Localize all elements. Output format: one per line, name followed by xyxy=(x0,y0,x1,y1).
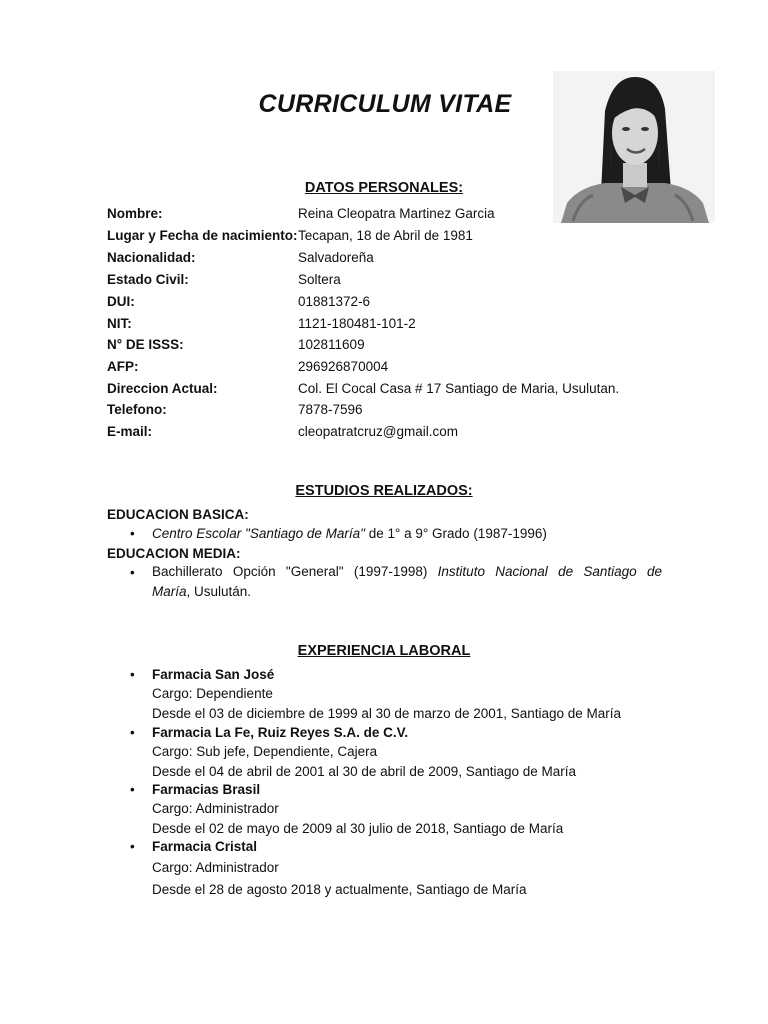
field-value: Tecapan, 18 de Abril de 1981 xyxy=(298,228,473,243)
job-company: Farmacia La Fe, Ruiz Reyes S.A. de C.V. xyxy=(152,725,409,740)
field-label: Nacionalidad: xyxy=(107,250,196,265)
bullet-icon: • xyxy=(130,565,135,580)
field-label: Direccion Actual: xyxy=(107,381,218,396)
bullet-icon: • xyxy=(130,667,135,682)
basic-school-name: Centro Escolar "Santiago de María" xyxy=(152,526,365,541)
field-label: Estado Civil: xyxy=(107,272,189,287)
personal-heading: DATOS PERSONALES: xyxy=(304,180,464,196)
job-period: Desde el 28 de agosto 2018 y actualmente, Santiago de María xyxy=(152,882,527,897)
job-period: Desde el 02 de mayo de 2009 al 30 julio de 2018, Santiago de María xyxy=(152,821,564,836)
media-school-region: , Usulután. xyxy=(186,584,252,599)
media-education-line1 xyxy=(152,562,662,582)
field-label: Telefono: xyxy=(107,402,167,417)
portrait-image xyxy=(553,71,715,223)
field-value: Col. El Cocal Casa # 17 Santiago de Maria, Usulutan. xyxy=(298,381,620,396)
bullet-icon: • xyxy=(130,839,135,854)
basic-education-item xyxy=(152,526,547,541)
document-title: CURRICULUM VITAE xyxy=(258,90,512,118)
field-value: 296926870004 xyxy=(298,359,389,374)
media-education-line2 xyxy=(152,584,251,599)
job-role: Cargo: Administrador xyxy=(152,801,279,816)
media-school-city: María xyxy=(152,584,187,599)
bullet-icon: • xyxy=(130,725,135,740)
job-period: Desde el 04 de abril de 2001 al 30 de abril de 2009, Santiago de María xyxy=(152,764,577,779)
studies-heading: ESTUDIOS REALIZADOS: xyxy=(295,483,473,499)
job-role: Cargo: Dependiente xyxy=(152,686,273,701)
bullet-icon: • xyxy=(130,782,135,797)
job-company: Farmacias Brasil xyxy=(152,782,261,797)
field-value: 1121-180481-101-2 xyxy=(298,316,416,331)
basic-school-details: de 1° a 9° Grado (1987-1996) xyxy=(364,526,547,541)
field-value: Reina Cleopatra Martinez Garcia xyxy=(298,206,495,221)
field-value: cleopatratcruz@gmail.com xyxy=(298,424,459,439)
field-value: 102811609 xyxy=(298,337,365,352)
field-label: DUI: xyxy=(107,294,135,309)
field-value: Salvadoreña xyxy=(298,250,374,265)
field-label: Lugar y Fecha de nacimiento: xyxy=(107,228,298,243)
media-program: Bachillerato Opción "General" (1997-1998) xyxy=(152,564,438,579)
job-company: Farmacia San José xyxy=(152,667,275,682)
experience-heading: EXPERIENCIA LABORAL xyxy=(297,643,471,659)
basic-education-label: EDUCACION BASICA: xyxy=(107,507,249,522)
field-label: AFP: xyxy=(107,359,139,374)
job-role: Cargo: Sub jefe, Dependiente, Cajera xyxy=(152,744,378,759)
media-school-name: Instituto Nacional de Santiago de xyxy=(437,564,662,579)
field-label: NIT: xyxy=(107,316,132,331)
field-label: E-mail: xyxy=(107,424,153,439)
bullet-icon: • xyxy=(130,526,135,541)
job-role: Cargo: Administrador xyxy=(152,860,279,875)
media-education-label: EDUCACION MEDIA: xyxy=(107,546,241,561)
profile-photo xyxy=(553,71,715,223)
field-value: 7878-7596 xyxy=(298,402,363,417)
field-label: Nombre: xyxy=(107,206,163,221)
field-value: Soltera xyxy=(298,272,341,287)
job-company: Farmacia Cristal xyxy=(152,839,258,854)
job-period: Desde el 03 de diciembre de 1999 al 30 de marzo de 2001, Santiago de María xyxy=(152,706,622,721)
field-label: N° DE ISSS: xyxy=(107,337,184,352)
field-value: 01881372-6 xyxy=(298,294,371,309)
